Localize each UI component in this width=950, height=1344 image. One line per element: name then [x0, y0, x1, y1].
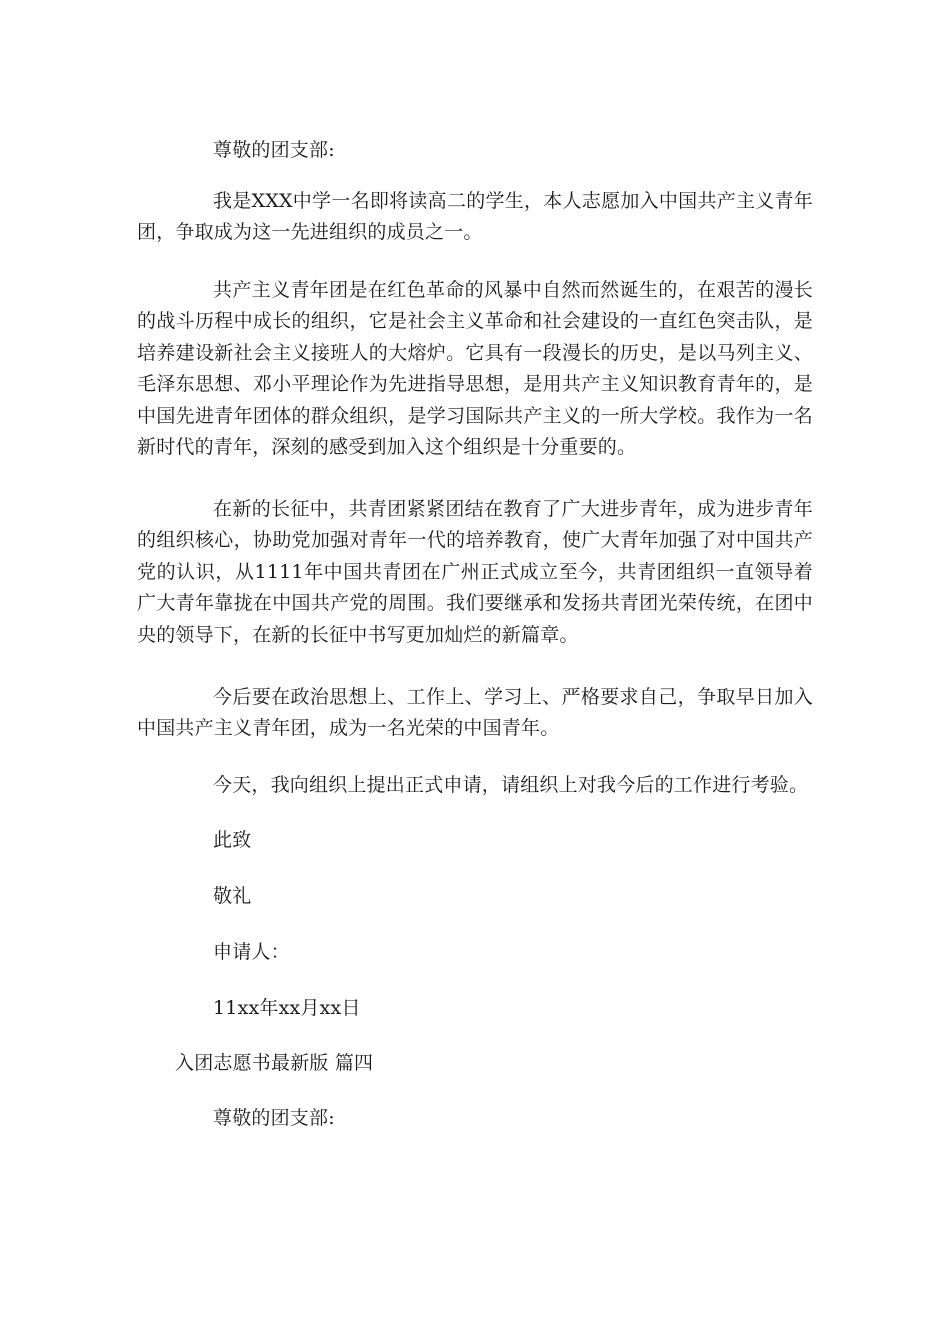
applicant-label: 申请人： — [213, 941, 290, 963]
paragraph-request: 今天，我向组织上提出正式申请，请组织上对我今后的工作进行考验。 — [213, 774, 809, 796]
closing-jingli: 敬礼 — [213, 885, 252, 907]
next-salutation: 尊敬的团支部: — [213, 1107, 335, 1129]
paragraph-long-march: 在新的长征中，共青团紧紧团结在教育了广大进步青年，成为进步青年的组织核心，协助党加强对青年一代的培养教育，使广大青年加强了对中国共产党的认识，从1111年中国共青团在广州正式成立至今，共青团组织一直领导着广大青年靠拢在中国共产党的周围。我们要继承和发扬共青团光荣传统，在团中央的领导下，在新的长征中书写更加灿烂的新篇章。 — [137, 498, 813, 646]
paragraph-commitment: 今后要在政治思想上、工作上、学习上、严格要求自己，争取早日加入中国共产主义青年团，成为一名光荣的中国青年。 — [137, 686, 813, 740]
closing-cizhi: 此致 — [213, 829, 252, 851]
salutation: 尊敬的团支部: — [213, 139, 335, 161]
section-title: 入团志愿书最新版 篇四 — [175, 1052, 374, 1074]
paragraph-intro: 我是XXX中学一名即将读高二的学生，本人志愿加入中国共产主义青年团，争取成为这一先进组织的成员之一。 — [137, 190, 813, 244]
paragraph-history: 共产主义青年团是在红色革命的风暴中自然而然诞生的，在艰苦的漫长的战斗历程中成长的组织，它是社会主义革命和社会建设的一直红色突击队，是培养建设新社会主义接班人的大熔炉。它具有一段漫长的历史，是以马列主义、毛泽东思想、邓小平理论作为先进指导思想，是用共产主义知识教育青年的，是中国先进青年团体的群众组织，是学习国际共产主义的一所大学校。我作为一名新时代的青年，深刻的感受到加入这个组织是十分重要的。 — [137, 279, 813, 459]
application-date: 11xx年xx月xx日 — [213, 997, 361, 1019]
